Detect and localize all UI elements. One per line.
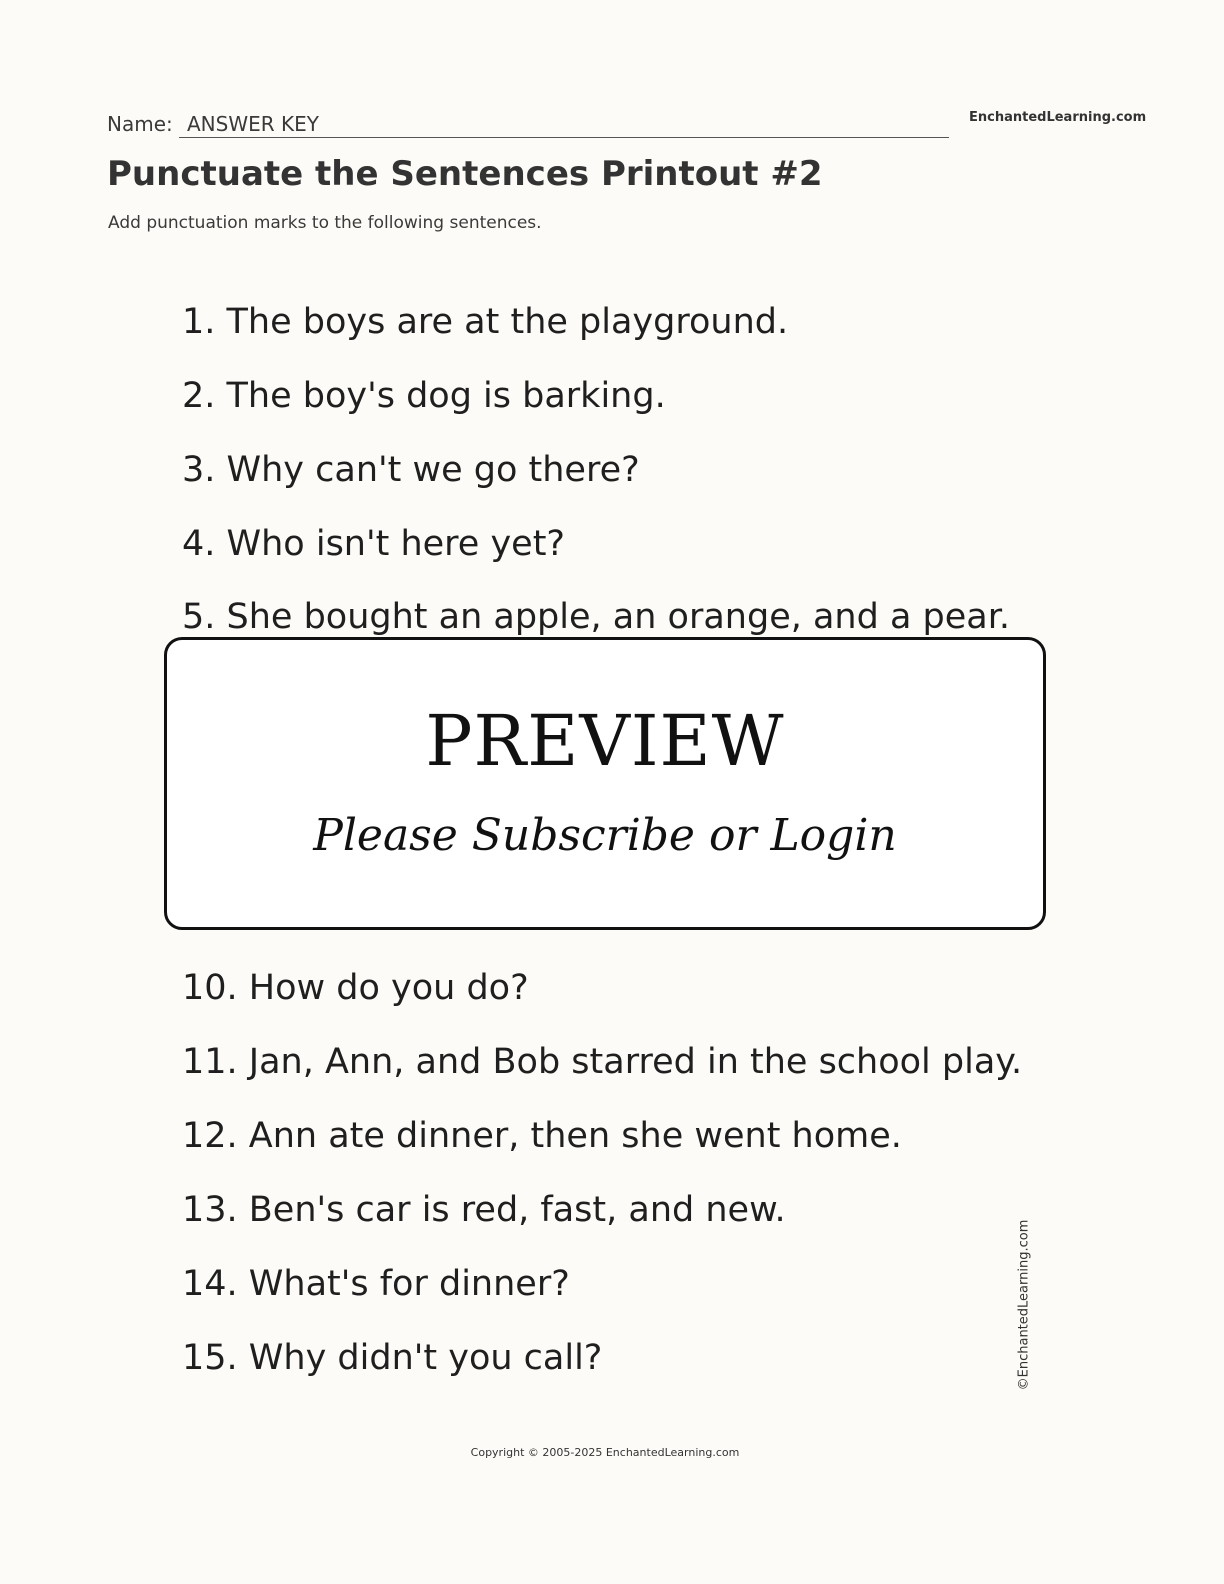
- sentence-5: 5. She bought an apple, an orange, and a pear.: [182, 597, 1011, 637]
- side-copyright: ©EnchantedLearning.com: [1016, 1219, 1032, 1391]
- site-logo-text[interactable]: EnchantedLearning.com: [969, 110, 1147, 125]
- subscribe-login-prompt[interactable]: Please Subscribe or Login: [313, 810, 897, 861]
- instructions: Add punctuation marks to the following sentences.: [108, 213, 542, 233]
- sentence-13: 13. Ben's car is red, fast, and new.: [182, 1190, 786, 1230]
- page-title: Punctuate the Sentences Printout #2: [107, 154, 823, 194]
- sentence-1: 1. The boys are at the playground.: [182, 302, 789, 342]
- sentence-11: 11. Jan, Ann, and Bob starred in the school play.: [182, 1042, 1023, 1082]
- sentence-10: 10. How do you do?: [182, 968, 529, 1008]
- footer-copyright: Copyright © 2005-2025 EnchantedLearning.com: [470, 1446, 740, 1459]
- preview-overlay[interactable]: [164, 637, 1046, 930]
- sentence-3: 3. Why can't we go there?: [182, 450, 640, 490]
- sentence-12: 12. Ann ate dinner, then she went home.: [182, 1116, 902, 1156]
- sentence-15: 15. Why didn't you call?: [182, 1338, 603, 1378]
- sentence-2: 2. The boy's dog is barking.: [182, 376, 666, 416]
- name-value: ANSWER KEY: [187, 112, 319, 136]
- sentence-4: 4. Who isn't here yet?: [182, 524, 566, 564]
- sentence-14: 14. What's for dinner?: [182, 1264, 570, 1304]
- name-field: [179, 108, 949, 138]
- name-row: [107, 108, 1147, 140]
- preview-title: PREVIEW: [425, 700, 785, 782]
- name-label: Name:: [107, 112, 173, 136]
